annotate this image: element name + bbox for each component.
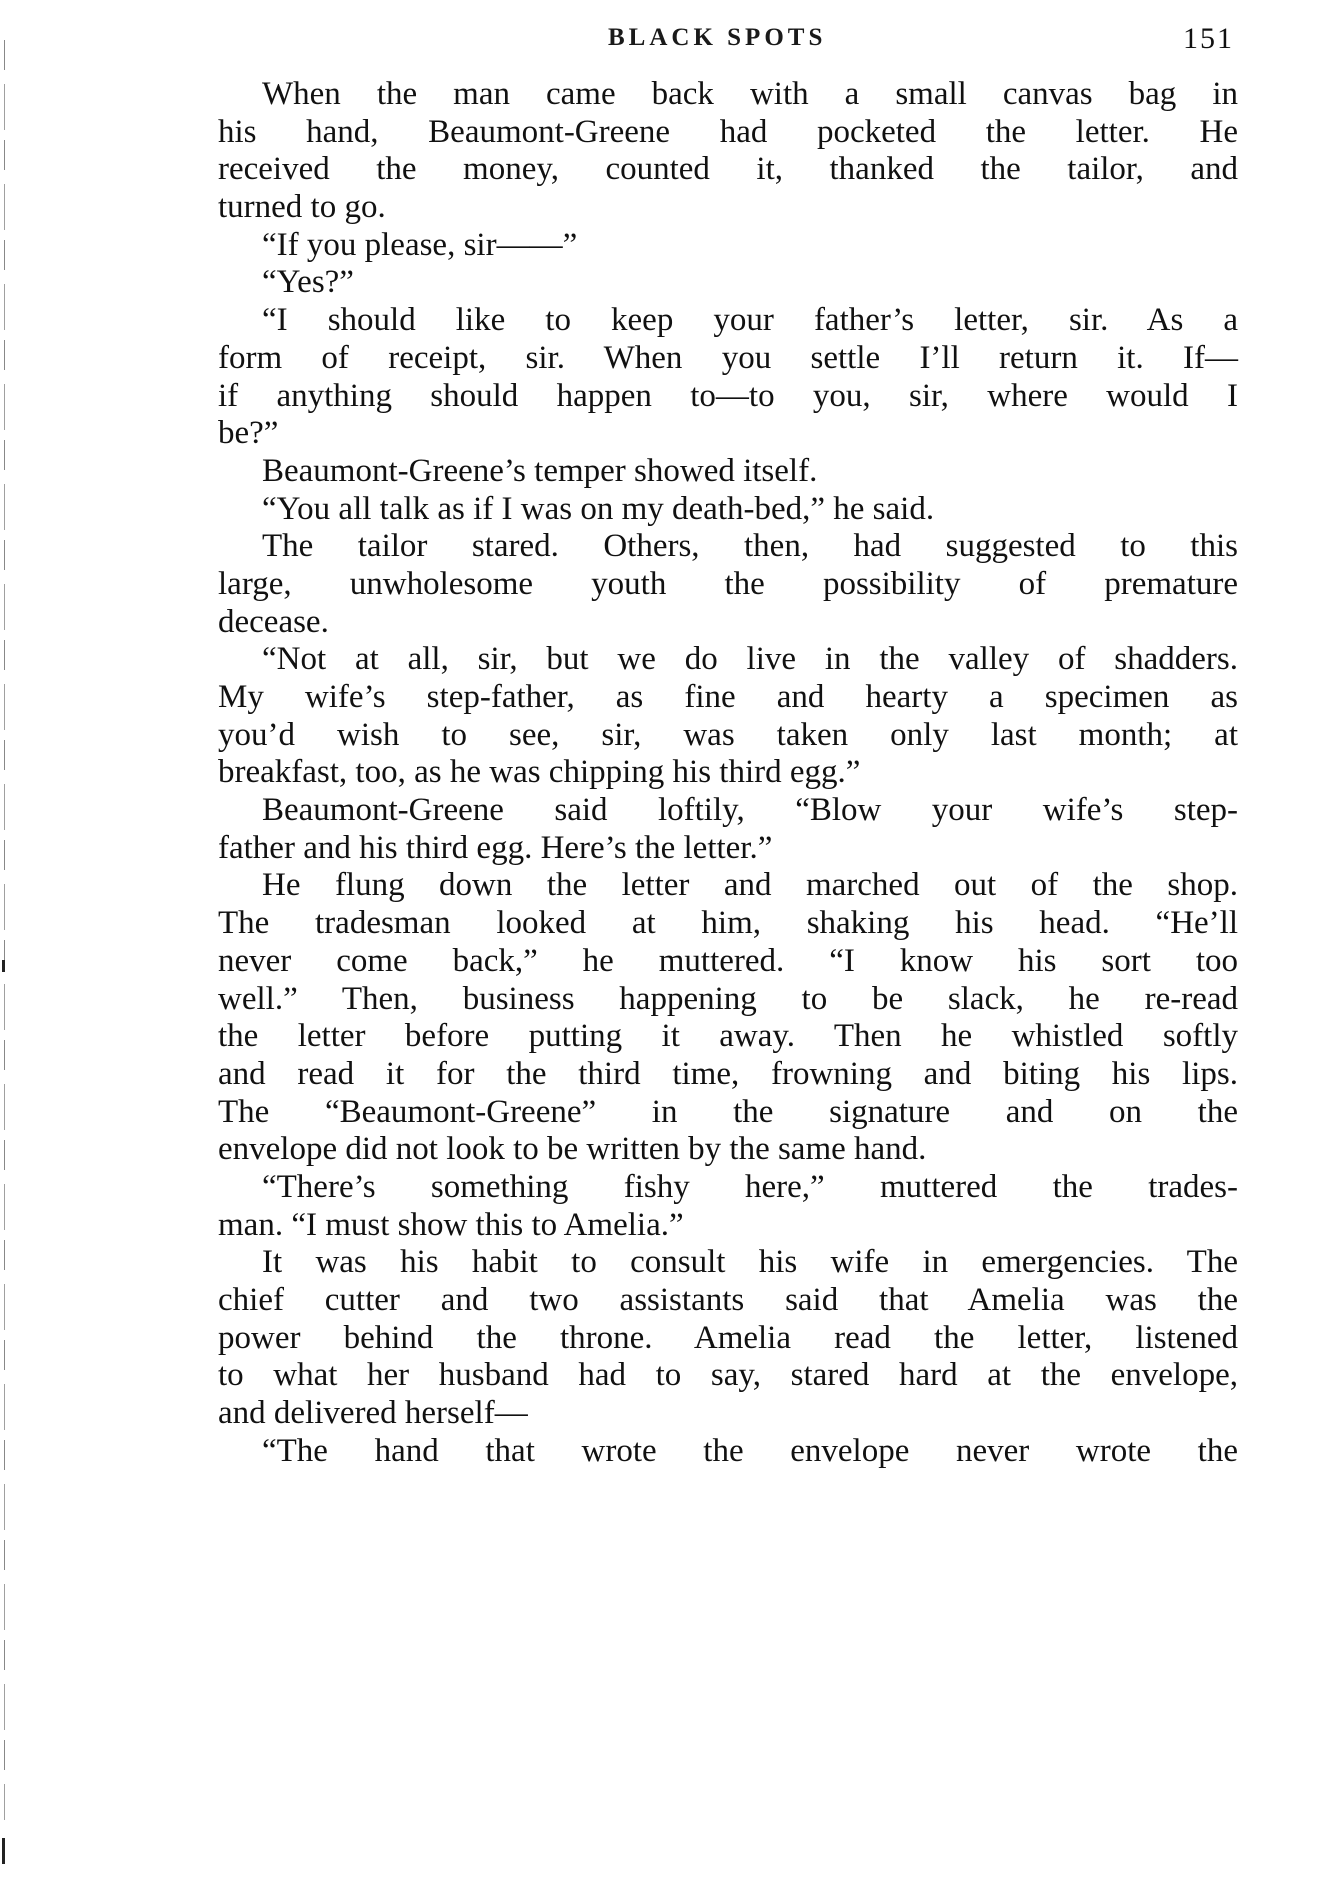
text-line: decease. [218,603,329,640]
text-line: The “Beaumont-Greene” in the signature and on the [218,1093,1238,1130]
running-head: BLACK SPOTS [608,24,827,51]
text-line: chief cutter and two assistants said that Amelia was the [218,1282,1238,1318]
text-line: The tailor stared. Others, then, had suggested to this [262,528,1238,565]
text-line: envelope did not look to be written by the same hand. [218,1131,927,1168]
text-line: It was his habit to consult his wife in emergencies. The [262,1244,1238,1281]
text-line: you’d wish to see, sir, was taken only last month; at [218,716,1238,753]
text-line: “I should like to keep your father’s letter, sir. As a [262,302,1238,339]
text-line: “If you please, sir——” [262,226,578,263]
text-line: his hand, Beaumont-Greene had pocketed the letter. He [218,113,1238,150]
text-line: form of receipt, sir. When you settle I’ll return it. If— [218,339,1238,376]
gutter-mark [2,960,5,972]
text-line: “There’s something fishy here,” muttered the trades- [262,1168,1238,1205]
text-line: and delivered herself— [218,1395,528,1432]
text-line: received the money, counted it, thanked the tailor, and [218,151,1238,188]
text-line: “Not at all, sir, but we do live in the valley of shadders. [262,641,1238,678]
text-line: to what her husband had to say, stared hard at the envelope, [218,1357,1238,1394]
text-line: large, unwholesome youth the possibility of premature [218,565,1238,602]
text-line: breakfast, too, as he was chipping his third egg.” [218,754,861,791]
text-line: power behind the throne. Amelia read the letter, listened [218,1319,1238,1356]
page-header [218,22,1238,62]
text-line: Beaumont-Greene’s temper showed itself. [262,452,818,489]
text-line: man. “I must show this to Amelia.” [218,1206,684,1243]
text-line: My wife’s step-father, as fine and hearty a specimen as [218,679,1238,715]
text-line: He flung down the letter and marched out of the shop. [262,867,1238,904]
text-line: well.” Then, business happening to be slack, he re-read [218,980,1238,1017]
text-line: The tradesman looked at him, shaking his head. “He’ll [218,905,1238,942]
text-line: never come back,” he muttered. “I know his sort too [218,942,1238,979]
text-line: When the man came back with a small canvas bag in [262,76,1238,112]
text-line: be?” [218,415,279,452]
gutter-mark [2,1838,5,1864]
text-line: “Yes?” [262,264,354,301]
text-line: “The hand that wrote the envelope never wrote the [262,1432,1238,1469]
body-text [218,76,1238,1470]
text-line: “You all talk as if I was on my death-bed,” he said. [262,490,935,527]
text-line: the letter before putting it away. Then he whistled softly [218,1018,1238,1055]
text-line: turned to go. [218,189,386,226]
page-gutter-edge [4,40,5,1820]
text-line: father and his third egg. Here’s the letter.” [218,829,773,866]
page-number: 151 [1183,22,1234,55]
text-line: if anything should happen to—to you, sir, where would I [218,377,1238,414]
text-line: and read it for the third time, frowning and biting his lips. [218,1055,1238,1092]
text-line: Beaumont-Greene said loftily, “Blow your wife’s step- [262,792,1238,829]
